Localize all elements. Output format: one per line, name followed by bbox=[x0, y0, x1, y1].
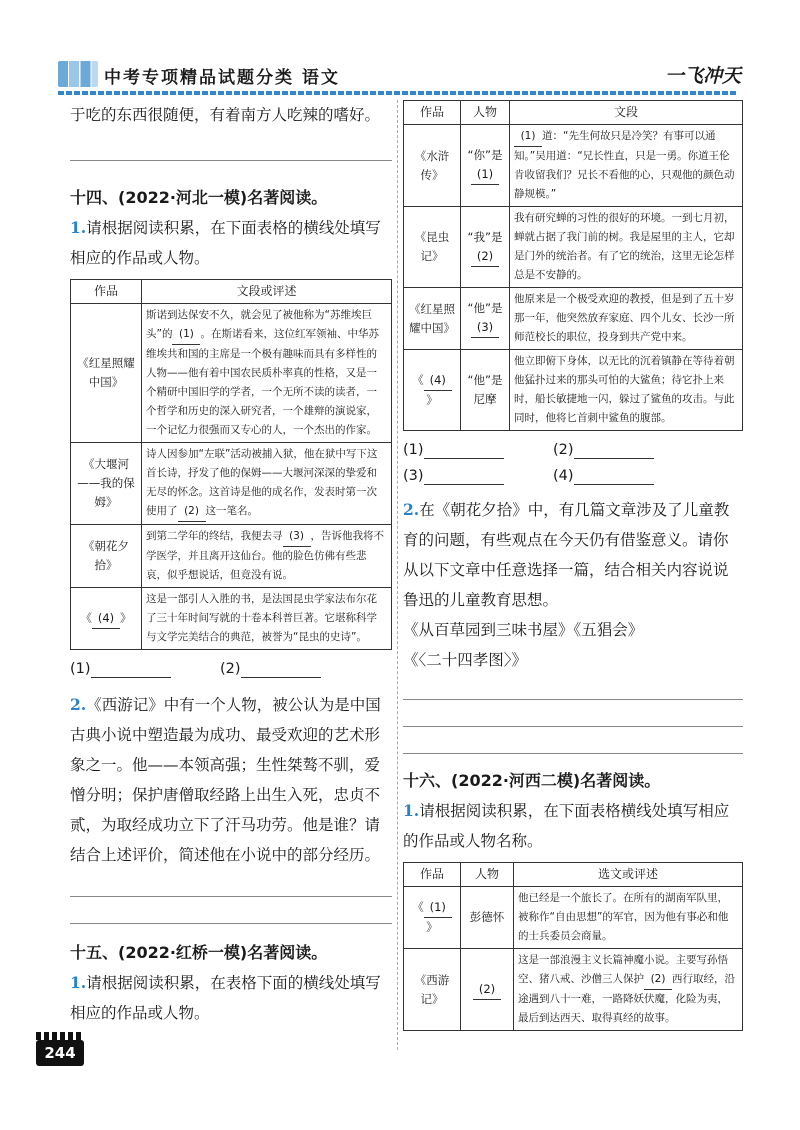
answer-line bbox=[70, 130, 392, 161]
answer-blank[interactable] bbox=[424, 442, 504, 459]
answer-blank[interactable] bbox=[424, 468, 504, 485]
table-row bbox=[71, 588, 392, 650]
answer-line[interactable] bbox=[403, 727, 743, 754]
header-decor-icon bbox=[58, 61, 98, 87]
options-line-2: 《〈二十四孝图〉》 bbox=[403, 651, 528, 669]
answer-line[interactable] bbox=[70, 870, 392, 897]
fill-blank[interactable]: (2) bbox=[178, 502, 206, 522]
th-text: 选文或评述 bbox=[514, 863, 743, 887]
s15-question-1 bbox=[70, 968, 392, 1028]
text-cell: 这是一部浪漫主义长篇神魔小说。主要写孙悟空、猪八戒、沙僧三人保护 (2) 西行取经，沿途遇到八十一难，一路降妖伏魔，化险为夷，最后到达西天、取得真经的故事。 bbox=[514, 949, 743, 1031]
column-divider bbox=[397, 100, 398, 1050]
table-row bbox=[404, 207, 743, 288]
q-number: 1. bbox=[403, 801, 420, 820]
q-number: 1. bbox=[70, 973, 87, 992]
q-text: 请根据阅读积累，在下面表格的横线处填写相应的作品或人物。 bbox=[70, 219, 381, 267]
intro-text: 于吃的东西很随便，有着南方人吃辣的嗜好。 bbox=[70, 106, 381, 124]
th-person: 人物 bbox=[461, 863, 514, 887]
text-cell: 斯诺到达保安不久，就会见了被他称为“苏维埃巨头”的 (1) 。在斯诺看来，这位红军领袖、中华苏维埃共和国的主席是一个极有趣味而具有多样性的人物——他有着中国农民质朴率真的性格，又是一个精研中国旧学的学者，一个无所不读的读者，一个哲学和历史的深入研究者，一个雄辩的演说家，一个记忆力很强而又专心的人，一个杰出的作家。 bbox=[142, 304, 392, 443]
section-15-heading: 十五、(2022·红桥一模)名著阅读。 bbox=[70, 943, 328, 962]
answer-line[interactable] bbox=[403, 700, 743, 727]
table-row bbox=[71, 525, 392, 588]
answer-blank[interactable] bbox=[574, 468, 654, 485]
person-cell bbox=[461, 949, 514, 1031]
work-cell: 《 (4)》 bbox=[404, 350, 461, 431]
fill-blank[interactable]: (2) bbox=[471, 247, 499, 267]
s16-question-1 bbox=[403, 796, 743, 856]
work-cell: 《昆虫记》 bbox=[404, 207, 461, 288]
table-row bbox=[404, 125, 743, 207]
work-cell: 《红星照耀中国》 bbox=[71, 304, 142, 443]
answer-row: (1) (2) bbox=[403, 437, 743, 463]
text-cell: (1) 道：“先生何故只是冷笑？有事可以通知。”吴用道：“兄长性直，只是一勇。你道王伦肯收留我们？兄长不看他的心，只观他的颜色动静规模。” bbox=[510, 125, 743, 207]
s14-question-1 bbox=[70, 213, 392, 273]
book-title: 中考专项精品试题分类 语文 bbox=[104, 68, 340, 88]
table-row bbox=[404, 949, 743, 1031]
person-cell: “他”是 (3) bbox=[461, 288, 510, 350]
fill-blank[interactable]: (1) bbox=[514, 127, 542, 147]
table-row bbox=[404, 887, 743, 949]
work-cell: 《 (1)》 bbox=[404, 887, 461, 949]
work-cell: 《朝花夕拾》 bbox=[71, 525, 142, 588]
fill-blank[interactable]: (1) bbox=[424, 898, 452, 918]
work-cell: 《水浒传》 bbox=[404, 125, 461, 207]
fill-blank[interactable]: (2) bbox=[644, 970, 672, 990]
table-row bbox=[404, 288, 743, 350]
th-person: 人物 bbox=[461, 101, 510, 125]
s14-question-2 bbox=[70, 690, 392, 870]
section-16-heading: 十六、(2022·河西二模)名著阅读。 bbox=[403, 771, 661, 790]
th-work: 作品 bbox=[71, 280, 142, 304]
s16-table bbox=[403, 862, 743, 1031]
table-row bbox=[404, 350, 743, 431]
fill-blank[interactable]: (4) bbox=[92, 609, 120, 629]
work-cell: 《红星照耀中国》 bbox=[404, 288, 461, 350]
text-cell: 他立即俯下身体，以无比的沉着镇静在等待着朝他猛扑过来的那头可怕的大鲨鱼；待它扑上来时，船长敏捷地一闪，躲过了鲨鱼的攻击。与此同时，他将匕首刺中鲨鱼的腹部。 bbox=[510, 350, 743, 431]
page-header bbox=[0, 55, 800, 95]
work-cell: 《西游记》 bbox=[404, 949, 461, 1031]
fill-blank[interactable]: (2) bbox=[473, 980, 501, 1000]
q-number: 2. bbox=[403, 500, 420, 519]
th-text: 文段 bbox=[510, 101, 743, 125]
q-text: 请根据阅读积累，在表格下面的横线处填写相应的作品或人物。 bbox=[70, 974, 381, 1022]
th-text: 文段或评述 bbox=[142, 280, 392, 304]
q-number: 2. bbox=[70, 695, 87, 714]
q-text: 请根据阅读积累，在下面表格横线处填写相应的作品或人物名称。 bbox=[403, 802, 730, 850]
answer-blank[interactable] bbox=[241, 661, 321, 678]
options-line-1: 《从百草园到三味书屋》《五猖会》 bbox=[403, 621, 644, 639]
th-work: 作品 bbox=[404, 101, 461, 125]
person-cell: 彭德怀 bbox=[461, 887, 514, 949]
person-cell: “他”是 尼摩 bbox=[461, 350, 510, 431]
fill-blank[interactable]: (3) bbox=[283, 527, 311, 547]
work-cell: 《 (4) 》 bbox=[71, 588, 142, 650]
section-14-heading: 十四、(2022·河北一模)名著阅读。 bbox=[70, 188, 328, 207]
answer-blank[interactable] bbox=[91, 661, 171, 678]
left-column bbox=[70, 100, 392, 1028]
text-cell: 这是一部引人入胜的书，是法国昆虫学家法布尔花了三十年时间写就的十卷本科普巨著。它堪称科学与文学完美结合的典范，被誉为“昆虫的史诗”。 bbox=[142, 588, 392, 650]
answer-line[interactable] bbox=[70, 897, 392, 924]
text-cell: 诗人因参加“左联”活动被捕入狱，他在狱中写下这首长诗，抒发了他的保姆——大堰河深深的挚爱和无尽的怀念。这首诗是他的成名作，发表时第一次使用了 (2) 这一笔名。 bbox=[142, 443, 392, 525]
table-row bbox=[71, 443, 392, 525]
answer-row: (1) (2) bbox=[70, 656, 392, 682]
header-divider bbox=[58, 91, 738, 95]
q-text: 《西游记》中有一个人物，被公认为是中国古典小说中塑造最为成功、最受欢迎的艺术形象之一。他——本领高强；生性桀骜不驯，爱憎分明；保护唐僧取经路上出生入死，忠贞不贰，为取经成功立下了汗马功劳。他是谁？请结合上述评价，简述他在小说中的部分经历。 bbox=[70, 696, 381, 864]
person-cell: “我”是 (2) bbox=[461, 207, 510, 288]
s14-table bbox=[70, 279, 392, 650]
q-text: 在《朝花夕拾》中，有几篇文章涉及了儿童教育的问题，有些观点在今天仍有借鉴意义。请你从以下文章中任意选择一篇，结合相关内容说说鲁迅的儿童教育思想。 bbox=[403, 501, 730, 609]
fill-blank[interactable]: (1) bbox=[172, 325, 200, 345]
page-number: 244 bbox=[36, 1040, 84, 1066]
brand-logo: 一飞冲天 bbox=[665, 65, 742, 87]
right-table-1 bbox=[403, 100, 743, 431]
right-question-2 bbox=[403, 495, 743, 615]
text-cell: 他已经是一个旅长了。在所有的湖南军队里，被称作“自由思想”的军官，因为他有事必和他的士兵委员会商量。 bbox=[514, 887, 743, 949]
work-cell: 《大堰河——我的保姆》 bbox=[71, 443, 142, 525]
fill-blank[interactable]: (3) bbox=[471, 318, 499, 338]
right-column bbox=[403, 100, 743, 1031]
fill-blank[interactable]: (4) bbox=[424, 371, 452, 391]
q-number: 1. bbox=[70, 218, 87, 237]
text-cell: 我有研究蝉的习性的很好的环境。一到七月初，蝉就占据了我门前的树。我是屋里的主人，它却是门外的统治者。有了它的统治，这里无论怎样总是不安静的。 bbox=[510, 207, 743, 288]
table-row bbox=[71, 304, 392, 443]
answer-blank[interactable] bbox=[574, 442, 654, 459]
answer-row: (3) (4) bbox=[403, 463, 743, 489]
text-cell: 他原来是一个极受欢迎的教授，但是到了五十岁那一年，他突然放弃家庭、四个儿女、长沙一所师范校长的职位，投身到共产党中来。 bbox=[510, 288, 743, 350]
answer-line[interactable] bbox=[403, 675, 743, 700]
person-cell: “你”是 (1) bbox=[461, 125, 510, 207]
text-cell: 到第二学年的终结，我便去寻 (3) ，告诉他我将不学医学，并且离开这仙台。他的脸色仿佛有些悲哀，似乎想说话，但竟没有说。 bbox=[142, 525, 392, 588]
fill-blank[interactable]: (1) bbox=[471, 165, 499, 185]
th-work: 作品 bbox=[404, 863, 461, 887]
